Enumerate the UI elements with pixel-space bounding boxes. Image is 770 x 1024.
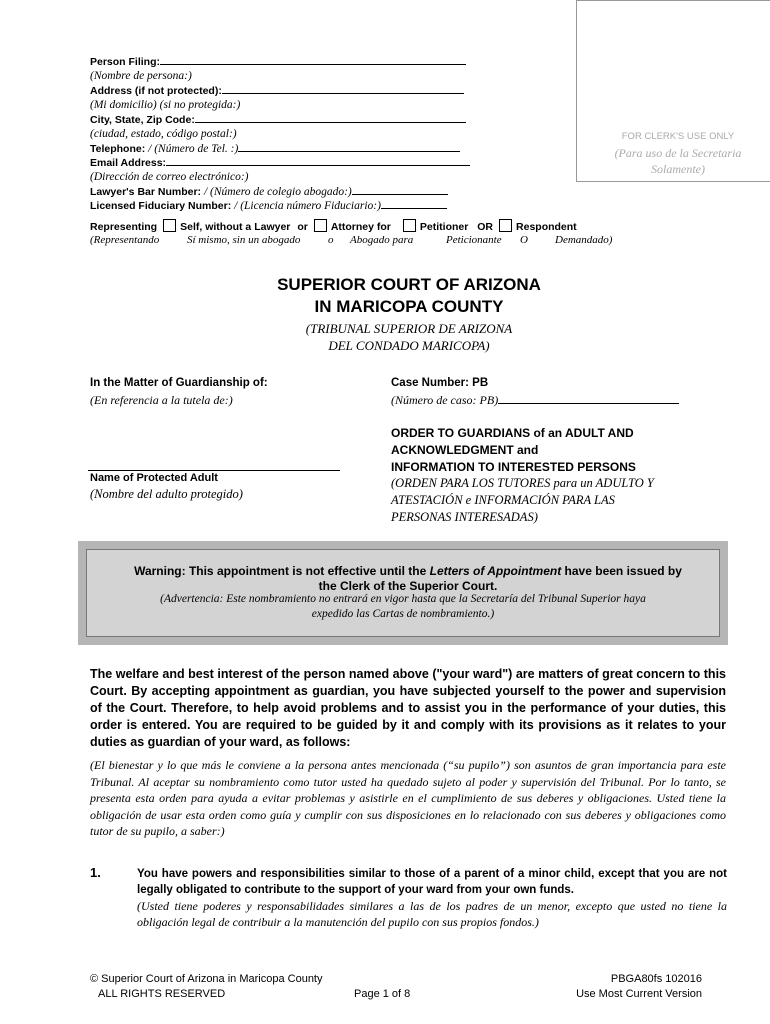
attorney-checkbox[interactable] xyxy=(314,219,327,232)
city-row: City, State, Zip Code: xyxy=(90,113,466,127)
address-field[interactable] xyxy=(222,93,464,94)
representing-row: Representing Self, without a Lawyer or Attorney for Petitioner OR Respondent xyxy=(90,221,577,233)
person-filing-row: Person Filing: xyxy=(90,55,466,69)
bar-number-field[interactable] xyxy=(352,194,448,195)
court-title: SUPERIOR COURT OF ARIZONA IN MARICOPA COUNTY xyxy=(277,275,541,316)
fiduciary-field[interactable] xyxy=(381,208,447,209)
order-title: ORDER TO GUARDIANS of an ADULT AND ACKNOWLEDGMENT and INFORMATION TO INTERESTED PERSONS xyxy=(391,426,636,474)
address-es: (Mi domicilio) (si no protegida:) xyxy=(90,99,241,111)
case-number-field[interactable] xyxy=(498,403,679,404)
order-title-es: (ORDEN PARA LOS TUTORES para un ADULTO Y ATESTACIÓN e INFORMACIÓN PARA LAS PERSONAS INTERESADAS) xyxy=(391,476,654,524)
footer-copyright: © Superior Court of Arizona in Maricopa County ALL RIGHTS RESERVED xyxy=(90,973,323,1000)
self-checkbox[interactable] xyxy=(163,219,176,232)
intro-paragraph-es: (El bienestar y lo que más le conviene a la persona antes mencionada (“su pupilo”) son asuntos de gran importancia para este Tribunal. Al aceptar su nombramiento como tutor usted ha quedado sujeto al poder y supervisión del Tribunal. Por lo tanto, se presenta esta orden para ayuda a evitar problemas y asistirle en el cumplimiento de sus deberes y obligaciones. Usted tiene la obligación de usar esta orden como guía y cumplir con sus disposiciones en lo relacionado con sus deberes y obligaciones como tutor de su pupilo, a saber:) xyxy=(90,758,726,838)
protected-adult-label: Name of Protected Adult xyxy=(90,472,218,484)
email-row: Email Address: xyxy=(90,156,470,170)
matter-label: In the Matter of Guardianship of: xyxy=(90,377,268,389)
fiduciary-row: Licensed Fiduciary Number: / (Licencia número Fiduciario:) xyxy=(90,199,447,213)
warning-text-es: (Advertencia: Este nombramiento no entrará en vigor hasta que la Secretaría del Tribunal Superior haya expedido las Cartas de nombramiento.) xyxy=(160,593,646,620)
address-row: Address (if not protected): xyxy=(90,84,464,98)
item-1-number: 1. xyxy=(90,865,101,880)
warning-text: Warning: This appointment is not effective until the Letters of Appointment have been issued by the Clerk of the Superior Court. xyxy=(134,564,682,593)
case-number-label: Case Number: PB xyxy=(391,377,489,389)
protected-adult-label-es: (Nombre del adulto protegido) xyxy=(90,487,243,501)
telephone-row: Telephone: / (Número de Tel. :) xyxy=(90,142,460,156)
case-number-row-es: (Número de caso: PB) xyxy=(391,393,679,408)
respondent-checkbox[interactable] xyxy=(499,219,512,232)
email-field[interactable] xyxy=(166,165,470,166)
court-title-es: (TRIBUNAL SUPERIOR DE ARIZONA DEL CONDADO MARICOPA) xyxy=(305,321,513,353)
matter-label-es: (En referencia a la tutela de:) xyxy=(90,393,233,407)
item-1-text: You have powers and responsibilities similar to those of a parent of a minor child, except that you are not legally obligated to contribute to the support of your ward from your own funds. xyxy=(137,868,727,896)
telephone-field[interactable] xyxy=(238,151,460,152)
intro-paragraph: The welfare and best interest of the person named above ("your ward") are matters of great concern to this Court. By accepting appointment as guardian, you have subjected yourself to the power and supervision of the Court. Therefore, to help avoid problems and to assist you in the performance of your duties, this order is entered. You are required to be guided by it and comply with its provisions as it relates to your duties as guardian of your ward, as follows: xyxy=(90,667,726,749)
clerk-box-label: FOR CLERK'S USE ONLY xyxy=(621,131,735,142)
city-field[interactable] xyxy=(195,122,466,123)
petitioner-checkbox[interactable] xyxy=(403,219,416,232)
bar-number-row: Lawyer's Bar Number: / (Número de colegio abogado:) xyxy=(90,185,448,199)
person-filing-es: (Nombre de persona:) xyxy=(90,70,192,82)
city-es: (ciudad, estado, código postal:) xyxy=(90,128,237,140)
protected-adult-field[interactable] xyxy=(88,470,340,471)
footer-form-id: PBGA80fs 102016 Use Most Current Version xyxy=(576,973,702,1000)
person-filing-field[interactable] xyxy=(160,64,466,65)
email-es: (Dirección de correo electrónico:) xyxy=(90,171,249,183)
clerk-box-label-es: (Para uso de la Secretaria Solamente) xyxy=(614,146,742,176)
item-1-text-es: (Usted tiene poderes y responsabilidades similares a las de los padres de un menor, excepto que usted no tiene la obligación legal de contribuir a la manutención del pupilo con sus propios fondos.) xyxy=(137,899,727,929)
footer-page-number: Page 1 of 8 xyxy=(354,988,411,1000)
